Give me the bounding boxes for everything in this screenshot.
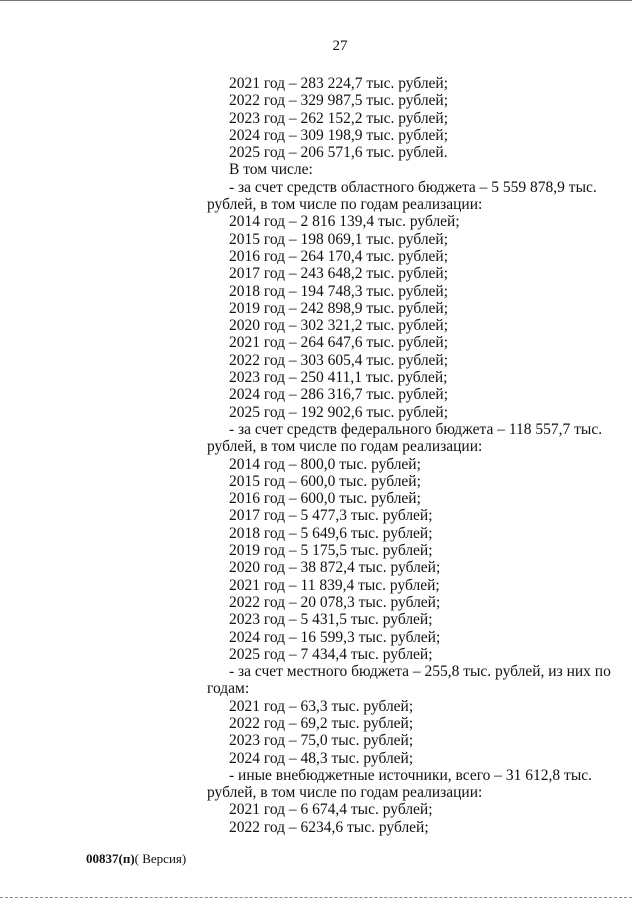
list-item: 2017 год – 243 648,2 тыс. рублей; <box>229 265 449 283</box>
document-version: ( Версия) <box>134 851 187 866</box>
list-item: 2017 год – 5 477,3 тыс. рублей; <box>229 507 433 525</box>
document-footer <box>86 850 186 867</box>
list-item: 2024 год – 48,3 тыс. рублей; <box>229 749 414 767</box>
scan-top-edge <box>0 0 632 1</box>
list-item: 2023 год – 75,0 тыс. рублей; <box>229 732 414 750</box>
other-intro-cont: рублей, в том числе по годам реализации: <box>207 784 483 802</box>
list-item: 2022 год – 303 605,4 тыс. рублей; <box>229 351 449 369</box>
list-item: 2022 год – 329 987,5 тыс. рублей; <box>229 92 449 110</box>
local-intro-cont: годам: <box>207 680 250 698</box>
regional-intro-cont: рублей, в том числе по годам реализации: <box>207 196 483 214</box>
list-item: 2018 год – 5 649,6 тыс. рублей; <box>229 524 433 542</box>
list-item: 2025 год – 206 571,6 тыс. рублей. <box>229 144 448 162</box>
list-item: 2024 год – 309 198,9 тыс. рублей; <box>229 126 449 144</box>
in-total-label: В том числе: <box>229 161 313 179</box>
local-intro: - за счет местного бюджета – 255,8 тыс. рублей, из них по <box>229 663 611 681</box>
list-item: 2015 год – 198 069,1 тыс. рублей; <box>229 230 449 248</box>
list-item: 2014 год – 2 816 139,4 тыс. рублей; <box>229 213 460 231</box>
local-budget-block <box>207 663 611 767</box>
list-item: 2021 год – 63,3 тыс. рублей; <box>229 697 414 715</box>
list-item: 2021 год – 264 647,6 тыс. рублей; <box>229 334 449 352</box>
list-item: 2023 год – 5 431,5 тыс. рублей; <box>229 611 433 629</box>
list-item: 2014 год – 800,0 тыс. рублей; <box>229 455 421 473</box>
list-item: 2020 год – 302 321,2 тыс. рублей; <box>229 317 449 335</box>
list-item: 2021 год – 11 839,4 тыс. рублей; <box>229 576 440 594</box>
list-item: 2021 год – 6 674,4 тыс. рублей; <box>229 801 433 819</box>
document-body <box>207 75 611 836</box>
list-item: 2016 год – 600,0 тыс. рублей; <box>229 490 421 508</box>
list-item: 2019 год – 5 175,5 тыс. рублей; <box>229 542 433 560</box>
list-item: 2020 год – 38 872,4 тыс. рублей; <box>229 559 441 577</box>
total-years-block <box>229 75 599 179</box>
federal-intro-cont: рублей, в том числе по годам реализации: <box>207 438 483 456</box>
federal-intro: - за счет средств федерального бюджета – 118 557,7 тыс. <box>229 420 603 438</box>
regional-budget-block <box>207 178 599 421</box>
list-item: 2015 год – 600,0 тыс. рублей; <box>229 472 421 490</box>
page-number: 27 <box>332 38 348 54</box>
list-item: 2023 год – 250 411,1 тыс. рублей; <box>229 369 448 387</box>
list-item: 2022 год – 6234,6 тыс. рублей; <box>229 818 429 836</box>
list-item: 2023 год – 262 152,2 тыс. рублей; <box>229 109 449 127</box>
list-item: 2025 год – 7 434,4 тыс. рублей; <box>229 645 433 663</box>
list-item: 2022 год – 20 078,3 тыс. рублей; <box>229 593 441 611</box>
other-intro: - иные внебюджетные источники, всего – 31 612,8 тыс. <box>229 766 592 784</box>
list-item: 2024 год – 16 599,3 тыс. рублей; <box>229 628 441 646</box>
list-item: 2022 год – 69,2 тыс. рублей; <box>229 714 414 732</box>
list-item: 2025 год – 192 902,6 тыс. рублей; <box>229 403 449 421</box>
regional-intro: - за счет средств областного бюджета – 5 559 878,9 тыс. <box>229 178 597 196</box>
document-code: 00837(п) <box>86 851 135 866</box>
list-item: 2021 год – 283 224,7 тыс. рублей; <box>229 75 449 92</box>
list-item: 2018 год – 194 748,3 тыс. рублей; <box>229 282 449 300</box>
federal-budget-block <box>207 420 603 663</box>
other-sources-block <box>207 766 599 836</box>
scan-bottom-edge <box>0 897 632 898</box>
list-item: 2024 год – 286 316,7 тыс. рублей; <box>229 386 449 404</box>
list-item: 2019 год – 242 898,9 тыс. рублей; <box>229 299 449 317</box>
list-item: 2016 год – 264 170,4 тыс. рублей; <box>229 247 449 265</box>
